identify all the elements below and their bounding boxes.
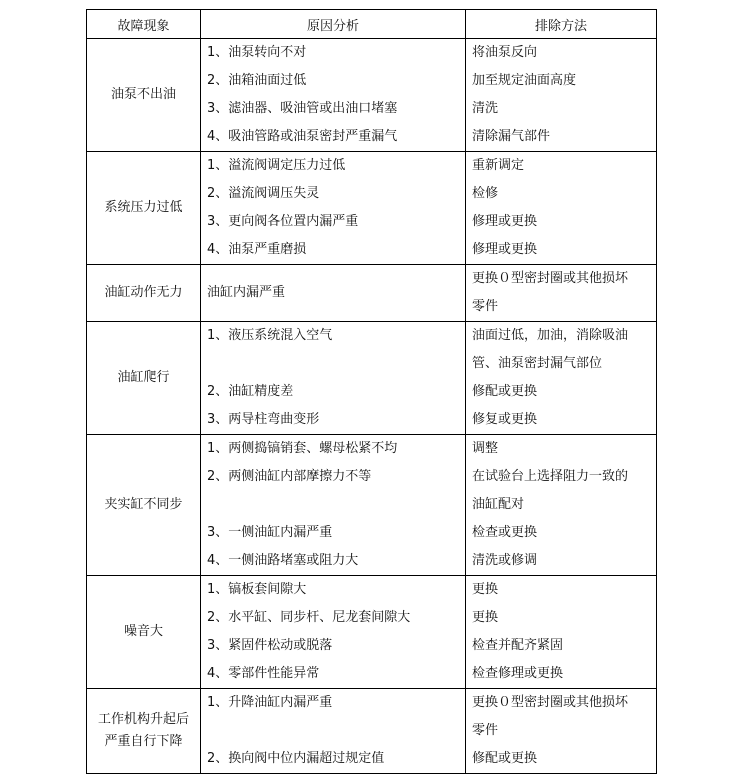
fix-cell [466,39,657,152]
fix-cell [466,689,657,774]
cause-line: 3、更向阀各位置内漏严重 [207,214,359,229]
fix-line: 更换 [472,582,499,597]
fix-line: 清洗 [472,101,499,116]
fix-cell [466,435,657,576]
fix-line: 调整 [472,441,499,456]
cause-line [201,350,465,378]
symptom-cell: 夹实缸不同步 [87,435,201,576]
symptom-line: 工作机构升起后 [97,712,189,727]
fix-line: 修理或更换 [472,242,538,257]
fix-cell [466,322,657,435]
symptom-line: 严重自行下降 [104,734,183,749]
cause-line: 4、零部件性能异常 [207,666,320,681]
cause-line: 1、溢流阀调定压力过低 [207,158,346,173]
cause-line: 2、油箱油面过低 [207,73,307,88]
table-row [87,576,657,689]
fix-cell [466,576,657,689]
fix-line: 修复或更换 [472,412,538,427]
symptom-cell: 油泵不出油 [87,39,201,152]
cause-cell [201,265,466,322]
cause-cell [201,689,466,774]
header-row [87,10,657,39]
table-row [87,435,657,576]
table-row [87,689,657,774]
cause-line: 4、一侧油路堵塞或阻力大 [207,553,359,568]
fix-line: 清除漏气部件 [472,129,551,144]
cause-line: 3、一侧油缸内漏严重 [207,525,333,540]
fix-line: 检查并配齐紧固 [472,638,564,653]
cause-line: 2、换向阀中位内漏超过规定值 [207,751,385,766]
cause-cell [201,152,466,265]
cause-line: 2、油缸精度差 [207,384,294,399]
fix-line: 修理或更换 [472,214,538,229]
cause-line: 1、升降油缸内漏严重 [207,695,333,710]
cause-line: 4、油泵严重磨损 [207,242,307,257]
table-row [87,322,657,435]
fix-line: 在试验台上选择阻力一致的 [472,469,629,484]
cause-line: 1、液压系统混入空气 [207,328,333,343]
cause-line: 3、两导柱弯曲变形 [207,412,320,427]
fix-line: 修配或更换 [472,751,538,766]
cause-line: 油缸内漏严重 [207,285,286,300]
cause-cell [201,322,466,435]
table-row [87,39,657,152]
cause-line [201,491,465,519]
cause-line: 2、两侧油缸内部摩擦力不等 [207,469,372,484]
symptom-cell: 噪音大 [87,576,201,689]
cause-line: 1、镐板套间隙大 [207,582,307,597]
cause-line: 2、溢流阀调压失灵 [207,186,320,201]
fix-line: 检查或更换 [472,525,538,540]
cause-line: 3、紧固件松动或脱落 [207,638,333,653]
cause-line: 1、两侧捣镐销套、螺母松紧不均 [207,441,398,456]
fix-line: 将油泵反向 [472,45,538,60]
fix-line: 检修 [472,186,499,201]
header-symptom: 故障现象 [87,10,201,39]
cause-line: 2、水平缸、同步杆、尼龙套间隙大 [207,610,411,625]
table-row [87,265,657,322]
cause-line: 1、油泵转向不对 [207,45,307,60]
fix-cell [466,152,657,265]
cause-cell [201,39,466,152]
symptom-cell: 系统压力过低 [87,152,201,265]
cause-cell [201,576,466,689]
cause-line [201,717,465,745]
header-fix: 排除方法 [466,10,657,39]
fix-line: 更换０型密封圈或其他损坏 [472,271,629,286]
fix-line: 加至规定油面高度 [472,73,577,88]
symptom-cell: 油缸爬行 [87,322,201,435]
fix-line: 管、油泵密封漏气部位 [472,356,603,371]
fix-line: 检查修理或更换 [472,666,564,681]
fix-line: 零件 [472,723,499,738]
fix-line: 油面过低，加油，消除吸油 [472,328,629,343]
cause-cell [201,435,466,576]
fix-line: 清洗或修调 [472,553,538,568]
symptom-cell [87,689,201,774]
fix-cell [466,265,657,322]
fix-line: 油缸配对 [472,497,525,512]
fix-line: 更换 [472,610,499,625]
fault-table [86,9,657,774]
fix-line: 重新调定 [472,158,525,173]
table-row [87,152,657,265]
fix-line: 更换０型密封圈或其他损坏 [472,695,629,710]
fix-line: 零件 [472,299,499,314]
symptom-cell: 油缸动作无力 [87,265,201,322]
header-cause: 原因分析 [201,10,466,39]
fix-line: 修配或更换 [472,384,538,399]
cause-line: 4、吸油管路或油泵密封严重漏气 [207,129,398,144]
cause-line: 3、滤油器、吸油管或出油口堵塞 [207,101,398,116]
